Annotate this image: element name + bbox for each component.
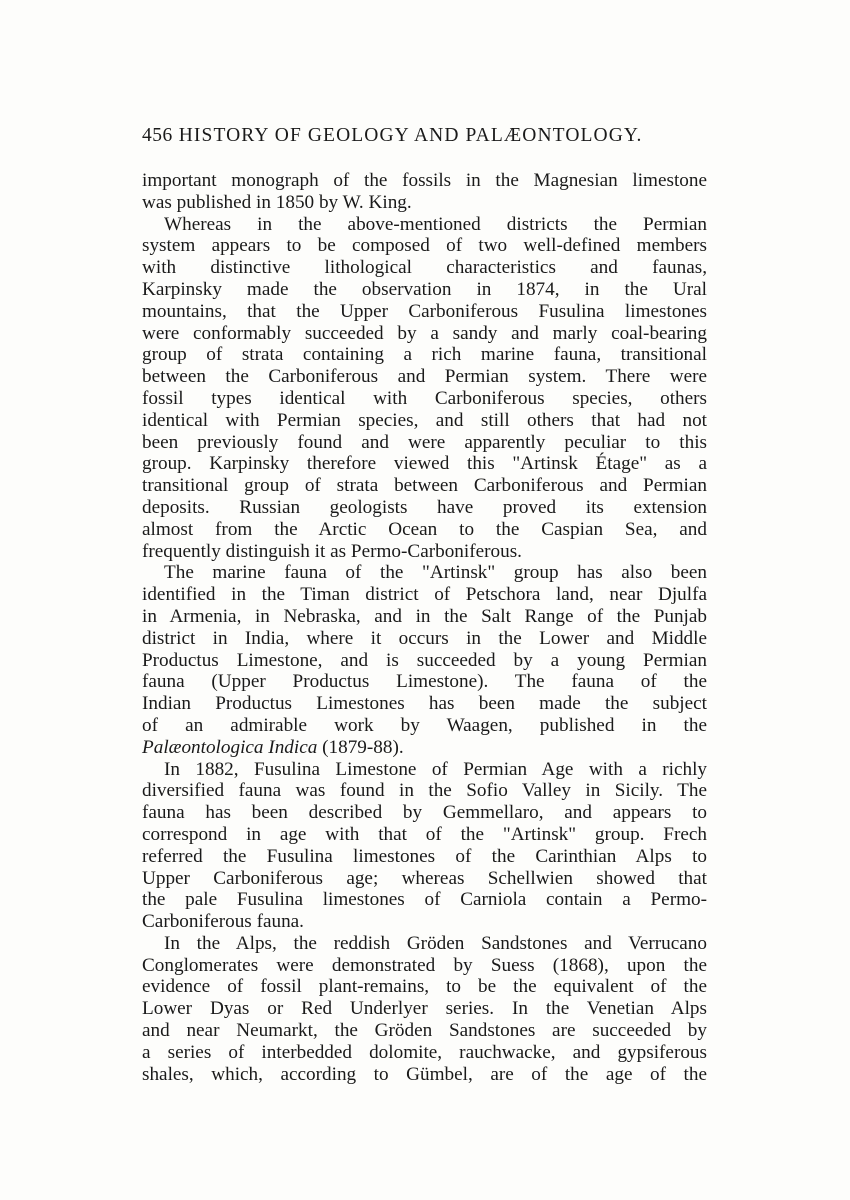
text-line: group. Karpinsky therefore viewed this "Artinsk Étage" as a [142,453,707,475]
text-line: shales, which, according to Gümbel, are of the age of the [142,1063,707,1085]
paragraph [142,933,707,1086]
text-line: correspond in age with that of the "Artinsk" group. Frech [142,823,707,845]
title-date: (1879-88). [317,736,404,758]
text-line: In the Alps, the reddish Gröden Sandstones and Verrucano [164,932,707,954]
body-text [142,170,707,1085]
text-line: important monograph of the fossils in the Magnesian limestone [142,170,707,191]
text-line: the pale Fusulina limestones of Carniola contain a Permo- [142,889,707,911]
text-line: been previously found and were apparently peculiar to this [142,431,707,453]
text-line: with distinctive lithological characteristics and faunas, [142,257,707,279]
text-line: system appears to be composed of two well-defined members [142,235,707,257]
text-line: a series of interbedded dolomite, rauchwacke, and gypsiferous [142,1041,707,1063]
text-line: group of strata containing a rich marine fauna, transitional [142,344,707,366]
text-line: frequently distinguish it as Permo-Carboniferous. [142,540,522,562]
paragraph [142,759,707,933]
text-line [142,737,707,759]
text-line: transitional group of strata between Carboniferous and Permian [142,475,707,497]
text-line: Productus Limestone, and is succeeded by a young Permian [142,649,707,671]
text-line: in Armenia, in Nebraska, and in the Salt Range of the Punjab [142,605,707,627]
text-line: identified in the Timan district of Petschora land, near Djulfa [142,584,707,606]
text-line: were conformably succeeded by a sandy and marly coal-bearing [142,322,707,344]
text-line: of an admirable work by Waagen, published in the [142,714,707,736]
text-line: referred the Fusulina limestones of the Carinthian Alps to [142,845,707,867]
text-line: deposits. Russian geologists have proved its extension [142,496,707,518]
text-line: Indian Productus Limestones has been made the subject [142,693,707,715]
text-line: and near Neumarkt, the Gröden Sandstones are succeeded by [142,1020,707,1042]
running-title: HISTORY OF GEOLOGY AND PALÆONTOLOGY. [178,125,643,146]
text-line: fauna (Upper Productus Limestone). The fauna of the [142,671,707,693]
text-line: between the Carboniferous and Permian system. There were [142,366,707,388]
text-line: Karpinsky made the observation in 1874, in the Ural [142,278,707,300]
text-line: In 1882, Fusulina Limestone of Permian Age with a richly [164,758,707,780]
paragraph [142,170,707,214]
text-line: evidence of fossil plant-remains, to be the equivalent of the [142,976,707,998]
page-number: 456 [142,125,173,146]
text-line: Whereas in the above-mentioned districts the Permian [164,213,707,235]
running-header [142,123,712,149]
text-line: diversified fauna was found in the Sofio Valley in Sicily. The [142,780,707,802]
text-line: identical with Permian species, and still others that had not [142,409,707,431]
text-line: mountains, that the Upper Carboniferous Fusulina limestones [142,300,707,322]
text-line: Lower Dyas or Red Underlyer series. In the Venetian Alps [142,998,707,1020]
italic-title: Palæontologica Indica [142,736,318,758]
text-line: was published in 1850 by W. King. [142,191,412,213]
text-line: Conglomerates were demonstrated by Suess (1868), upon the [142,954,707,976]
text-line: fauna has been described by Gemmellaro, and appears to [142,802,707,824]
text-line: almost from the Arctic Ocean to the Caspian Sea, and [142,518,707,540]
text-line: district in India, where it occurs in the Lower and Middle [142,627,707,649]
paragraph [142,562,707,758]
text-line: Carboniferous fauna. [142,911,304,933]
text-line: The marine fauna of the "Artinsk" group has also been [164,562,707,584]
paragraph [142,214,707,563]
text-line: fossil types identical with Carboniferous species, others [142,387,707,409]
text-line: Upper Carboniferous age; whereas Schellwien showed that [142,867,707,889]
